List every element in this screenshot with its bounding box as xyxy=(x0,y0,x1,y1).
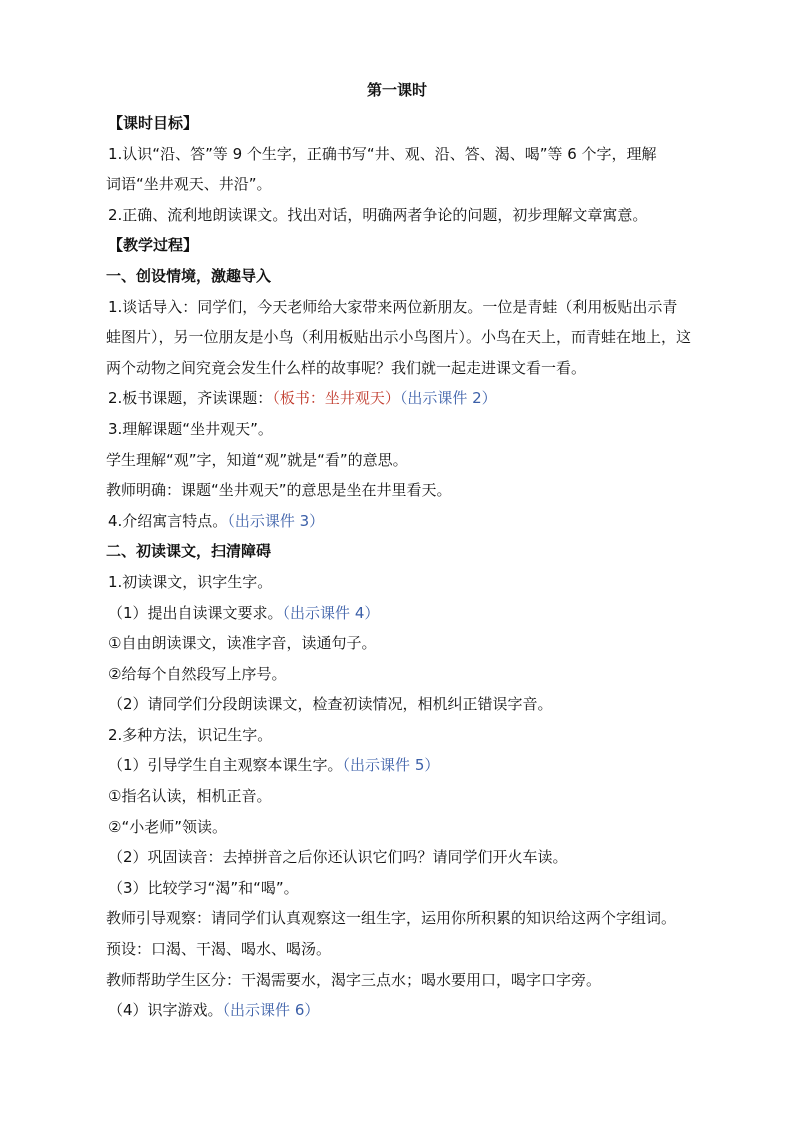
text-line xyxy=(106,812,718,843)
text-line xyxy=(106,353,718,384)
text-segment: 教师帮助学生区分：干渴需要水，渴字三点水；喝水要用口，喝字口字旁。 xyxy=(106,970,602,989)
slide-reference: （出示课件 2） xyxy=(399,389,497,408)
text-line xyxy=(106,322,718,353)
slide-reference: （出示课件 3） xyxy=(227,511,325,530)
text-segment: 教师明确：课题“坐井观天”的意思是坐在井里看天。 xyxy=(106,481,452,500)
section-heading xyxy=(106,536,718,567)
text-segment: 词语“坐井观天、井沿”。 xyxy=(106,175,272,194)
text-line xyxy=(106,567,718,598)
text-segment: ①指名认读，相机正音。 xyxy=(108,787,272,806)
lesson-title: 第一课时 xyxy=(366,81,427,99)
text-segment: 2.多种方法，识记生字。 xyxy=(108,725,273,744)
slide-reference: （出示课件 6） xyxy=(222,1001,320,1020)
text-line xyxy=(106,292,718,323)
text-segment: 1.认识“沿、答”等 9 个生字，正确书写“井、观、沿、答、渴、喝”等 6 个字，理解 xyxy=(108,144,657,163)
text-line xyxy=(106,842,718,873)
text-line xyxy=(106,720,718,751)
text-line xyxy=(106,965,718,996)
text-segment: 4.介绍寓言特点。 xyxy=(108,511,228,530)
lesson-body xyxy=(106,108,718,1026)
text-line xyxy=(106,139,718,170)
text-segment: 学生理解“观”字，知道“观”就是“看”的意思。 xyxy=(106,450,408,469)
text-segment: （1）引导学生自主观察本课生字。 xyxy=(108,756,343,775)
text-line xyxy=(106,598,718,629)
text-segment: 2.板书课题，齐读课题： xyxy=(108,389,273,408)
section-heading xyxy=(106,261,718,292)
board-note: （板书：坐井观天） xyxy=(272,389,400,408)
text-segment: （1）提出自读课文要求。 xyxy=(108,603,283,622)
text-line xyxy=(106,873,718,904)
text-segment: （2）巩固读音：去掉拼音之后你还认识它们吗？请同学们开火车读。 xyxy=(108,848,568,867)
section-heading xyxy=(106,108,718,139)
text-line xyxy=(106,383,718,414)
text-line xyxy=(106,903,718,934)
text-line xyxy=(106,781,718,812)
text-segment: （4）识字游戏。 xyxy=(108,1001,223,1020)
text-line xyxy=(106,506,718,537)
text-line xyxy=(106,934,718,965)
text-segment: 1.初读课文，识字生字。 xyxy=(108,572,273,591)
text-line xyxy=(106,200,718,231)
text-segment: 蛙图片），另一位朋友是小鸟（利用板贴出示小鸟图片）。小鸟在天上，而青蛙在地上，这 xyxy=(106,328,692,347)
text-line xyxy=(106,414,718,445)
text-line xyxy=(106,689,718,720)
text-line xyxy=(106,169,718,200)
text-segment: 3.理解课题“坐井观天”。 xyxy=(108,419,273,438)
text-segment: 一、创设情境，激趣导入 xyxy=(106,266,272,285)
text-segment: 二、初读课文，扫清障碍 xyxy=(106,542,272,561)
text-segment: 【课时目标】 xyxy=(108,114,199,132)
text-line xyxy=(106,475,718,506)
text-segment: （2）请同学们分段朗读课文，检查初读情况，相机纠正错误字音。 xyxy=(108,695,553,714)
text-segment: ①自由朗读课文，读准字音，读通句子。 xyxy=(108,634,377,653)
text-segment: ②给每个自然段写上序号。 xyxy=(108,664,287,683)
text-segment: 预设：口渴、干渴、喝水、喝汤。 xyxy=(106,940,332,959)
text-line xyxy=(106,750,718,781)
slide-reference: （出示课件 5） xyxy=(342,756,440,775)
text-segment: （3）比较学习“渴”和“喝”。 xyxy=(108,878,299,897)
text-line xyxy=(106,445,718,476)
section-heading xyxy=(106,230,718,261)
text-segment: 2.正确、流利地朗读课文。找出对话，明确两者争论的问题，初步理解文章寓意。 xyxy=(108,205,648,224)
slide-reference: （出示课件 4） xyxy=(282,603,380,622)
text-segment: 1.谈话导入：同学们，今天老师给大家带来两位新朋友。一位是青蛙（利用板贴出示青 xyxy=(108,297,678,316)
text-segment: ②“小老师”领读。 xyxy=(108,817,227,836)
text-segment: 【教学过程】 xyxy=(108,236,199,255)
text-line xyxy=(106,995,718,1026)
text-line xyxy=(106,659,718,690)
text-segment: 教师引导观察：请同学们认真观察这一组生字，运用你所积累的知识给这两个字组词。 xyxy=(106,909,677,928)
text-segment: 两个动物之间究竟会发生什么样的故事呢？我们就一起走进课文看一看。 xyxy=(106,358,587,377)
text-line xyxy=(106,628,718,659)
